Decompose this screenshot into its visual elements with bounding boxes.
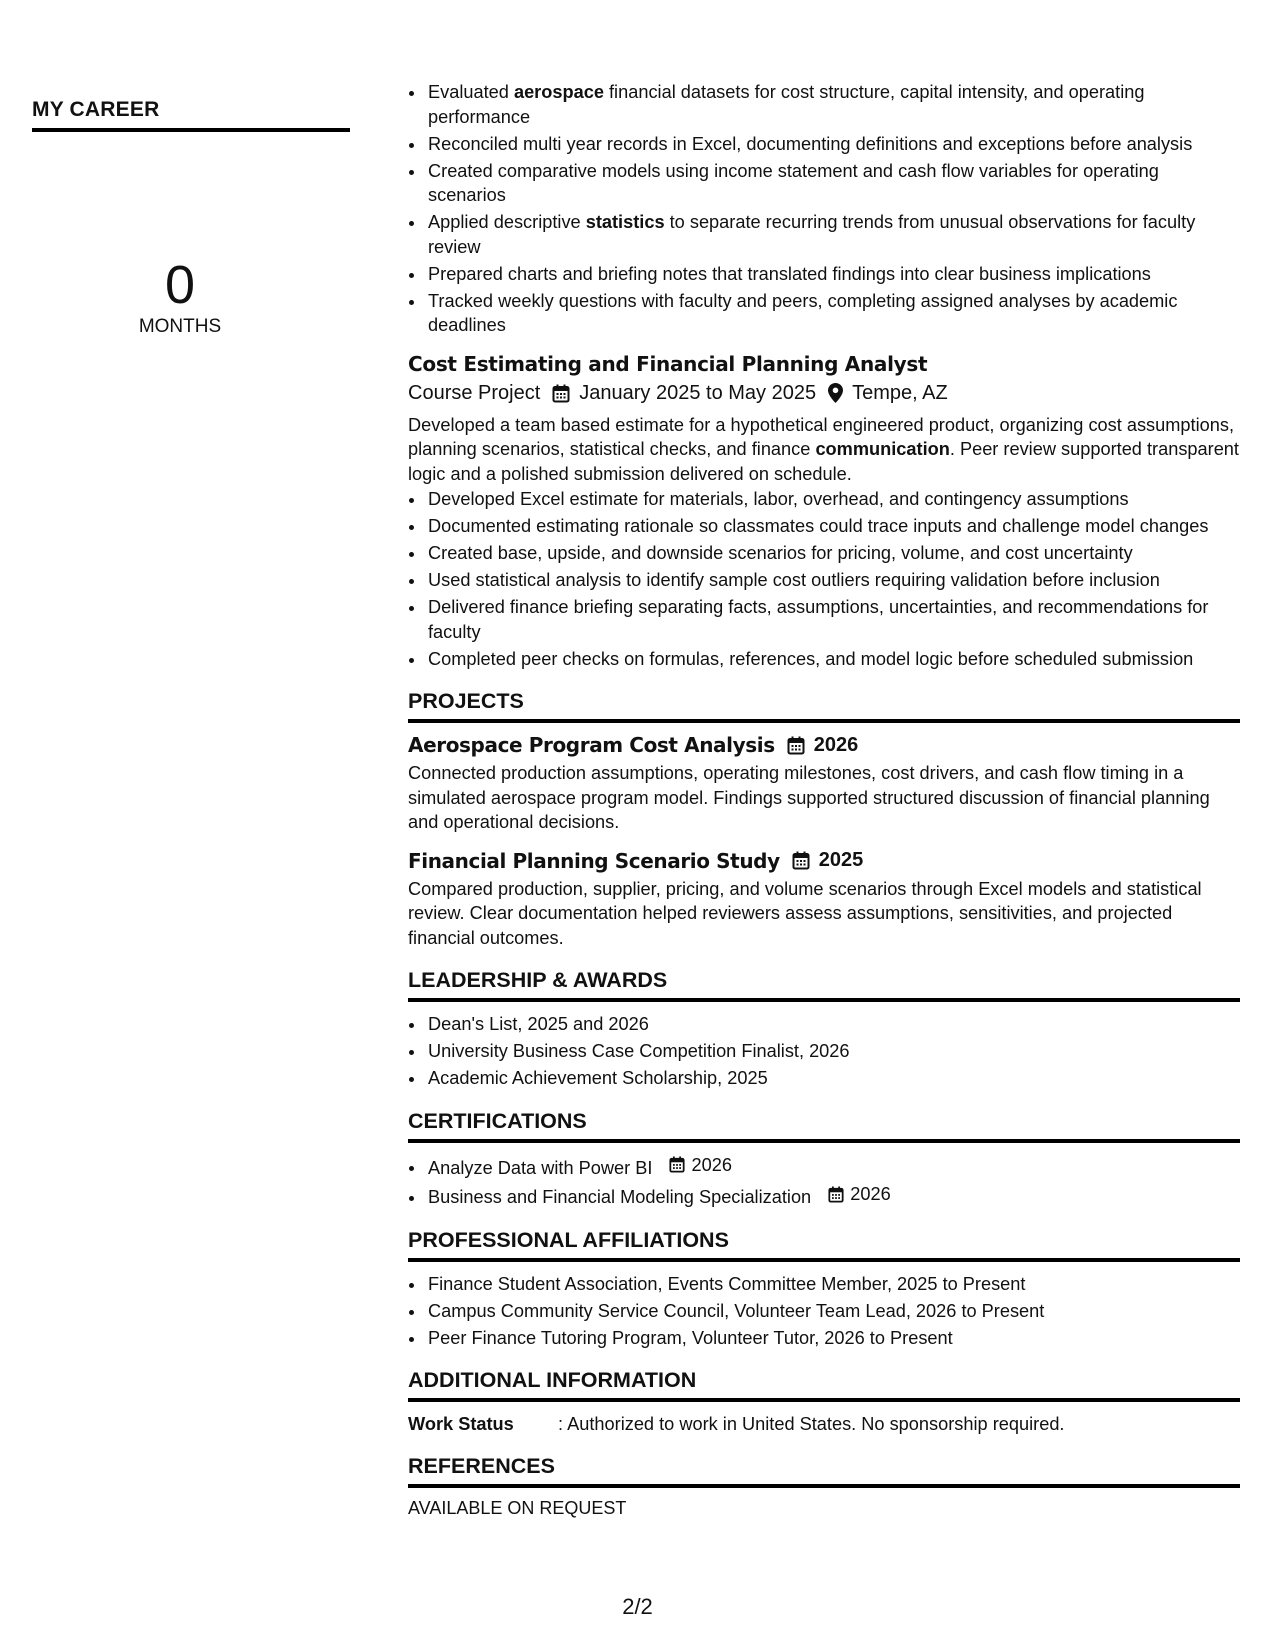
list-item: • Created comparative models using income statement and cash flow variables for operating scenarios	[426, 159, 1240, 208]
cert-year: 2026	[850, 1184, 891, 1205]
calendar-icon	[792, 851, 810, 870]
project-year: 2026	[813, 733, 859, 756]
cert-name: Business and Financial Modeling Specialization	[428, 1187, 812, 1207]
list-item	[426, 1182, 1240, 1209]
work-status-label: Work Status	[408, 1414, 514, 1434]
job-bullets	[408, 487, 1240, 671]
list-item: • Evaluated aerospace financial datasets for cost structure, capital intensity, and operating performance	[426, 80, 1240, 129]
job-title: Cost Estimating and Financial Planning Analyst	[408, 351, 928, 376]
work-status-row	[408, 1412, 1240, 1436]
list-item: • Dean's List, 2025 and 2026	[426, 1012, 1240, 1037]
project-title-row	[408, 849, 1240, 873]
calendar-icon	[552, 384, 570, 403]
list-item: • Documented estimating rationale so classmates could trace inputs and challenge model changes	[426, 514, 1240, 539]
sidebar	[32, 98, 350, 337]
list-item: • Peer Finance Tutoring Program, Volunteer Tutor, 2026 to Present	[426, 1326, 1240, 1351]
references-heading: REFERENCES	[408, 1454, 1240, 1488]
calendar-icon	[787, 736, 805, 755]
affiliations-heading: PROFESSIONAL AFFILIATIONS	[408, 1228, 1240, 1262]
cert-year: 2026	[691, 1154, 732, 1175]
prev-job-bullets	[408, 80, 1240, 338]
list-item: • Completed peer checks on formulas, references, and model logic before scheduled submission	[426, 647, 1240, 672]
work-status-value: : Authorized to work in United States. No sponsorship required.	[558, 1414, 1065, 1434]
project-title: Financial Planning Scenario Study	[408, 848, 780, 873]
certifications-heading: CERTIFICATIONS	[408, 1109, 1240, 1143]
cert-name: Analyze Data with Power BI	[428, 1157, 653, 1178]
list-item: • Campus Community Service Council, Volunteer Team Lead, 2026 to Present	[426, 1299, 1240, 1324]
job-meta	[408, 382, 1240, 405]
certifications-list	[408, 1153, 1240, 1210]
job-description: Developed a team based estimate for a hypothetical engineered product, organizing cost assumptions, planning scenarios, statistical checks, and finance communication. Peer review supported transparent logic and a polished submission delivered on schedule.	[408, 414, 1239, 484]
job-dates: January 2025 to May 2025	[579, 381, 817, 404]
job-org: Course Project	[408, 381, 541, 404]
months-value: 0	[164, 255, 196, 315]
job-location: Tempe, AZ	[852, 381, 948, 404]
calendar-icon	[669, 1156, 685, 1173]
project-description: Compared production, supplier, pricing, and volume scenarios through Excel models and statistical review. Clear documentation helped reviewers assess assumptions, sensitivities, and projected financial outcomes.	[408, 878, 1202, 948]
project-year: 2025	[818, 849, 864, 871]
list-item: • Delivered finance briefing separating facts, assumptions, uncertainties, and recommendations for faculty	[426, 595, 1240, 644]
list-item: • Tracked weekly questions with faculty and peers, completing assigned analyses by academic deadlines	[426, 289, 1240, 338]
leadership-list	[408, 1012, 1240, 1091]
career-heading: MY CAREER	[32, 98, 350, 132]
map-pin-icon	[828, 383, 843, 403]
leadership-heading: LEADERSHIP & AWARDS	[408, 968, 1240, 1002]
list-item: • Developed Excel estimate for materials, labor, overhead, and contingency assumptions	[426, 487, 1240, 512]
list-item: • Applied descriptive statistics to separate recurring trends from unusual observations for faculty review	[426, 210, 1240, 259]
list-item: • Used statistical analysis to identify sample cost outliers requiring validation before inclusion	[426, 568, 1240, 593]
project-description: Connected production assumptions, operating milestones, cost drivers, and cash flow timing in a simulated aerospace program model. Findings supported structured discussion of financial planning and operational decisions.	[408, 763, 1210, 832]
list-item	[426, 1153, 1240, 1180]
projects-heading: PROJECTS	[408, 689, 1240, 723]
months-label: MONTHS	[138, 316, 222, 337]
list-item: • Finance Student Association, Events Committee Member, 2025 to Present	[426, 1272, 1240, 1297]
affiliations-list	[408, 1272, 1240, 1351]
page-number: 2/2	[622, 1594, 653, 1619]
project-title: Aerospace Program Cost Analysis	[408, 733, 775, 757]
career-months	[32, 255, 328, 338]
list-item: • University Business Case Competition Finalist, 2026	[426, 1039, 1240, 1064]
additional-heading: ADDITIONAL INFORMATION	[408, 1368, 1240, 1402]
main-content	[408, 80, 1240, 1519]
list-item: • Created base, upside, and downside scenarios for pricing, volume, and cost uncertainty	[426, 541, 1240, 566]
list-item: • Academic Achievement Scholarship, 2025	[426, 1066, 1240, 1091]
calendar-icon	[828, 1186, 844, 1203]
references-text: AVAILABLE ON REQUEST	[408, 1498, 627, 1518]
project-title-row	[408, 733, 1240, 757]
list-item: • Reconciled multi year records in Excel, documenting definitions and exceptions before analysis	[426, 132, 1240, 157]
list-item: • Prepared charts and briefing notes that translated findings into clear business implications	[426, 262, 1240, 287]
